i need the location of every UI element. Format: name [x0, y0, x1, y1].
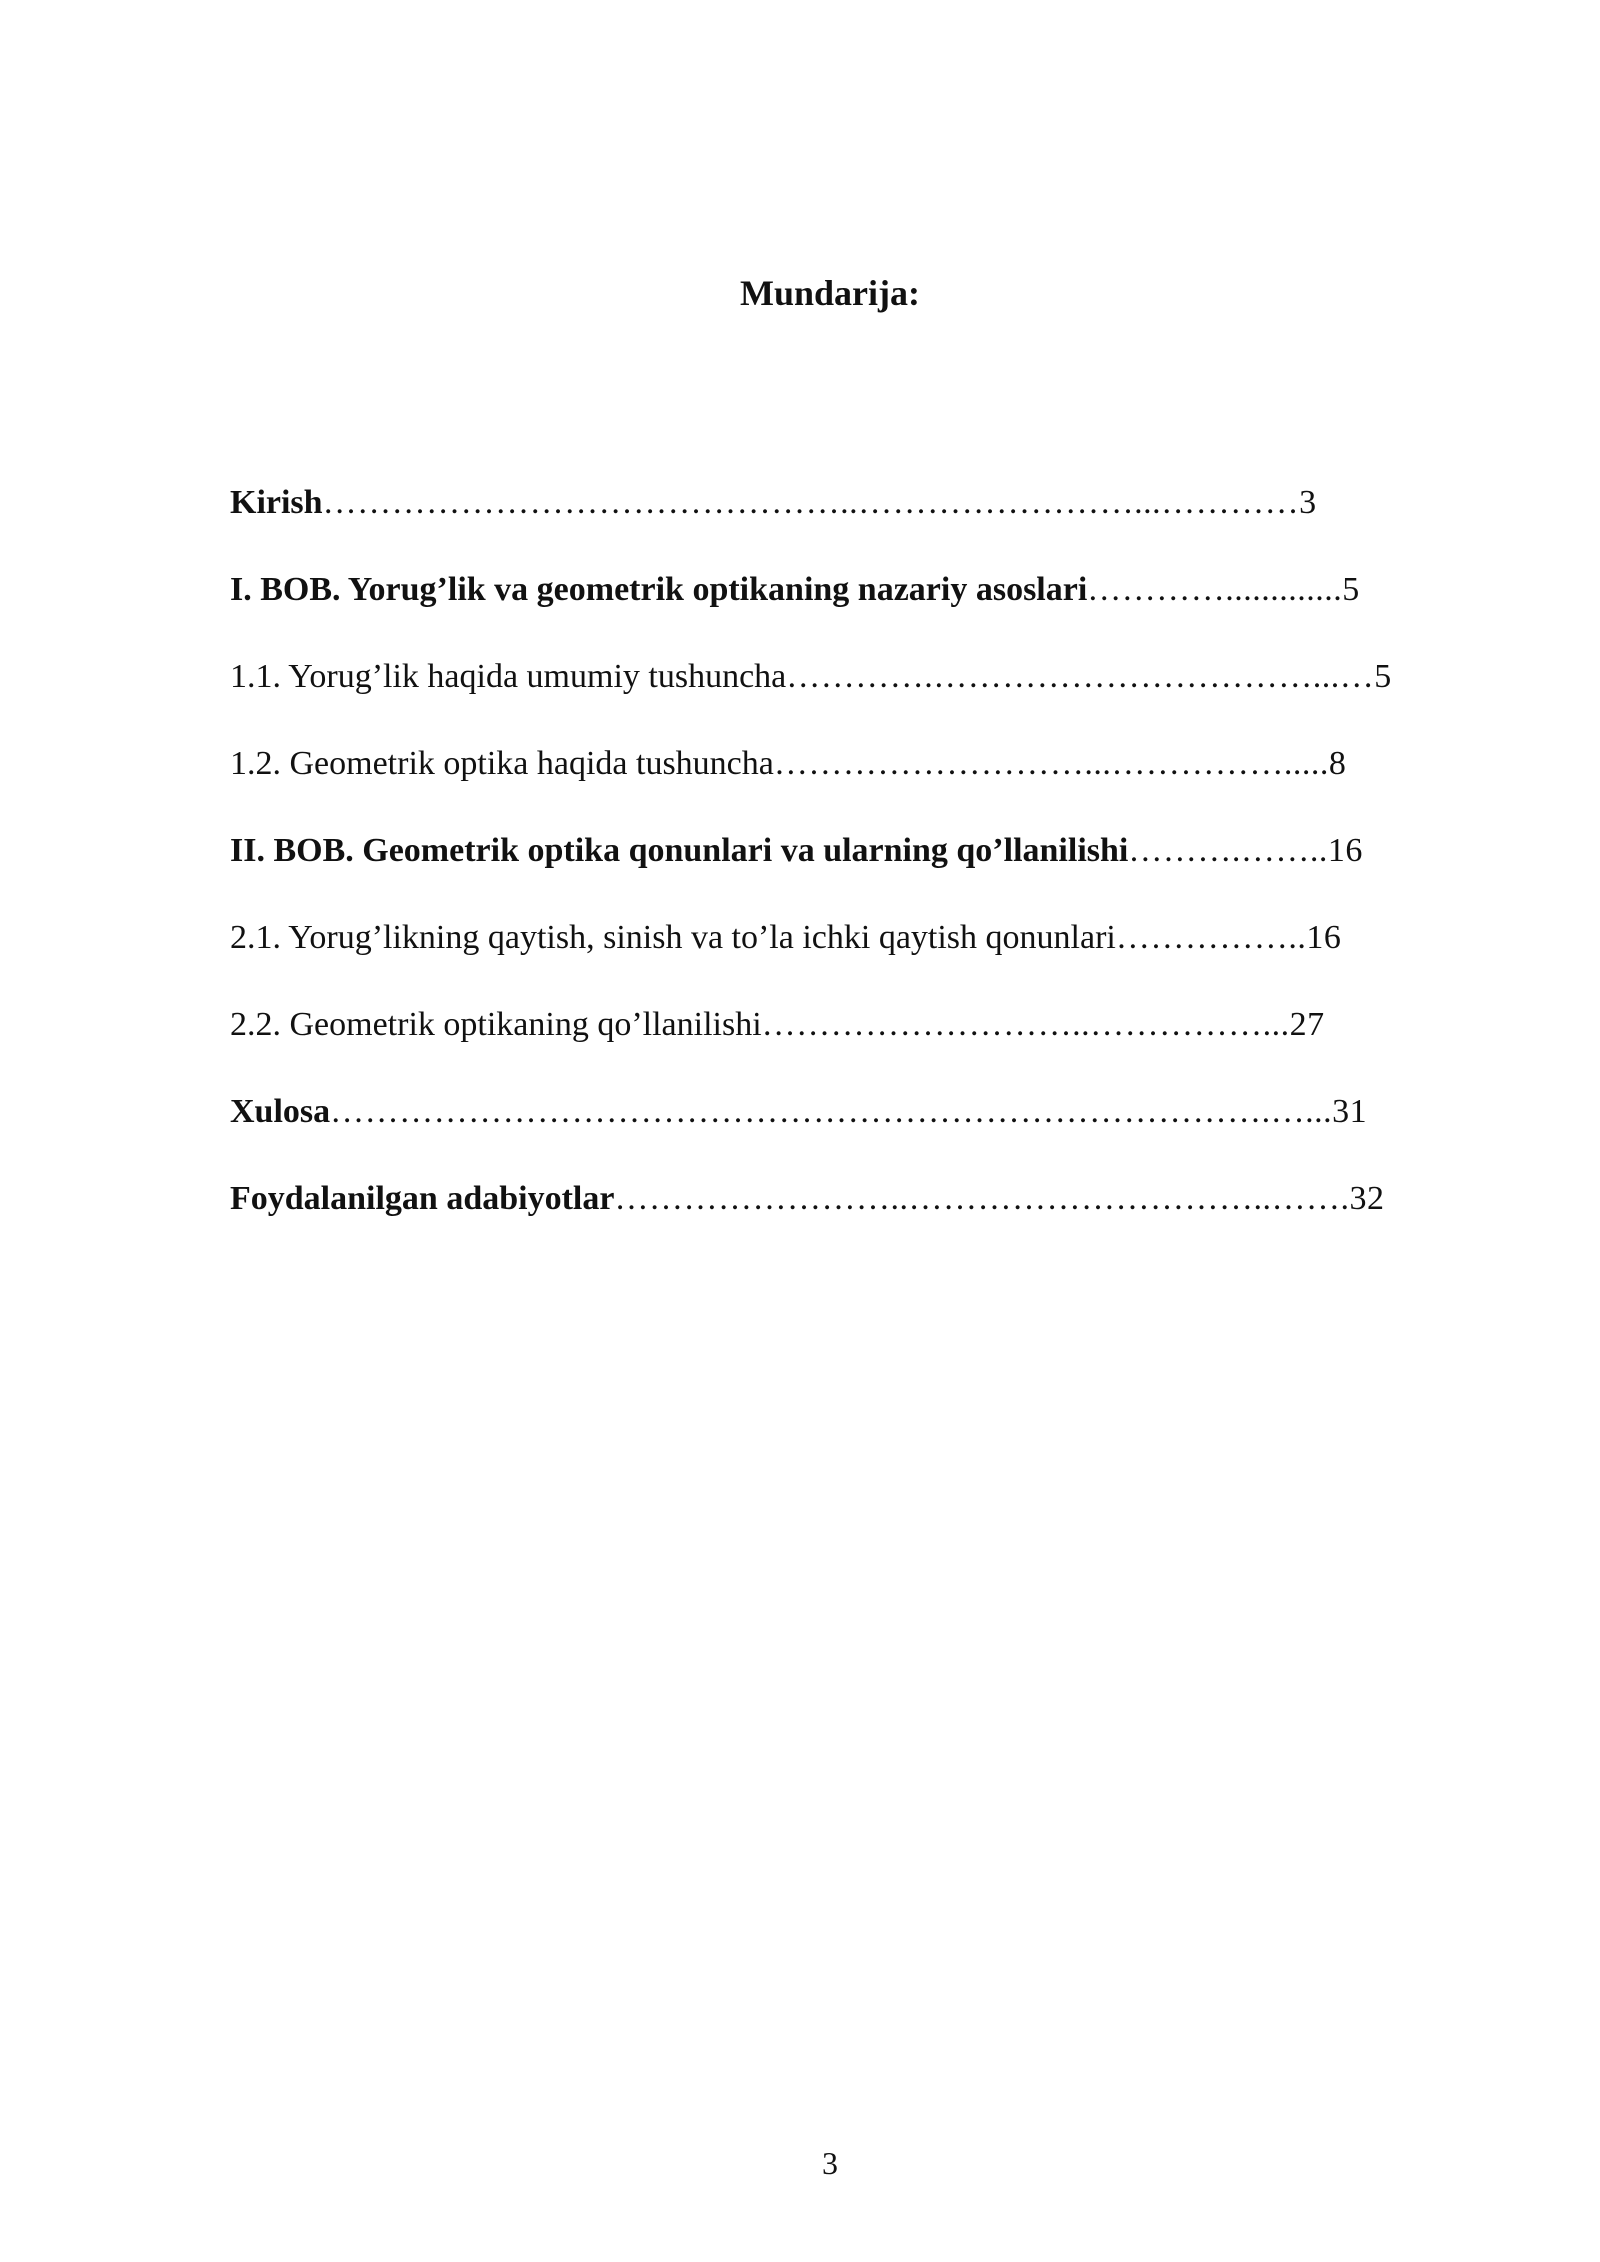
table-of-contents [230, 479, 1530, 1262]
toc-entry-leader-page: ………….............5 [1087, 571, 1360, 608]
toc-entry-section-1-2[interactable] [230, 740, 1530, 827]
toc-entry-label: 1.1. Yorug’lik haqida umumiy tushuncha [230, 658, 787, 695]
toc-entry-kirish[interactable] [230, 479, 1530, 566]
toc-entry-xulosa[interactable] [230, 1088, 1530, 1175]
toc-entry-leader-page: ……….……..16 [1128, 832, 1363, 869]
toc-entry-section-2-1[interactable] [230, 914, 1530, 1001]
toc-entry-label: Xulosa [230, 1093, 331, 1130]
toc-entry-label: I. BOB. Yorug’lik va geometrik optikaning nazariy asoslari [230, 571, 1088, 608]
toc-entry-references[interactable] [230, 1175, 1530, 1262]
toc-entry-label: 2.1. Yorug’likning qaytish, sinish va to’la ichki qaytish qonunlari [230, 919, 1116, 956]
page-number: 3 [822, 2145, 838, 2181]
toc-entry-section-2-2[interactable] [230, 1001, 1530, 1088]
toc-entry-label: 1.2. Geometrik optika haqida tushuncha [230, 745, 774, 782]
toc-entry-leader-page: ……………..16 [1115, 919, 1342, 956]
toc-entry-leader-page: ……………………..…………………………..…….32 [614, 1180, 1385, 1217]
toc-entry-chapter-2[interactable] [230, 827, 1530, 914]
page-title: Mundarija: [740, 273, 920, 313]
toc-entry-leader-page: ……………………………………………………………………….…...31 [330, 1093, 1368, 1130]
toc-entry-label: 2.2. Geometrik optikaning qo’llanilishi [230, 1006, 762, 1043]
toc-entry-leader-page: ………………………………………..……………………...…………3 [322, 484, 1317, 521]
toc-entry-label: Foydalanilgan adabiyotlar [230, 1180, 615, 1217]
toc-entry-label: Kirish [230, 484, 323, 521]
toc-entry-leader-page: ………………………...…………….....8 [773, 745, 1347, 782]
toc-entry-leader-page: ………….……………………………...…5 [786, 658, 1392, 695]
toc-entry-section-1-1[interactable] [230, 653, 1530, 740]
toc-entry-chapter-1[interactable] [230, 566, 1530, 653]
toc-entry-label: II. BOB. Geometrik optika qonunlari va ularning qo’llanilishi [230, 832, 1129, 869]
toc-entry-leader-page: ………………………..……………...27 [761, 1006, 1325, 1043]
